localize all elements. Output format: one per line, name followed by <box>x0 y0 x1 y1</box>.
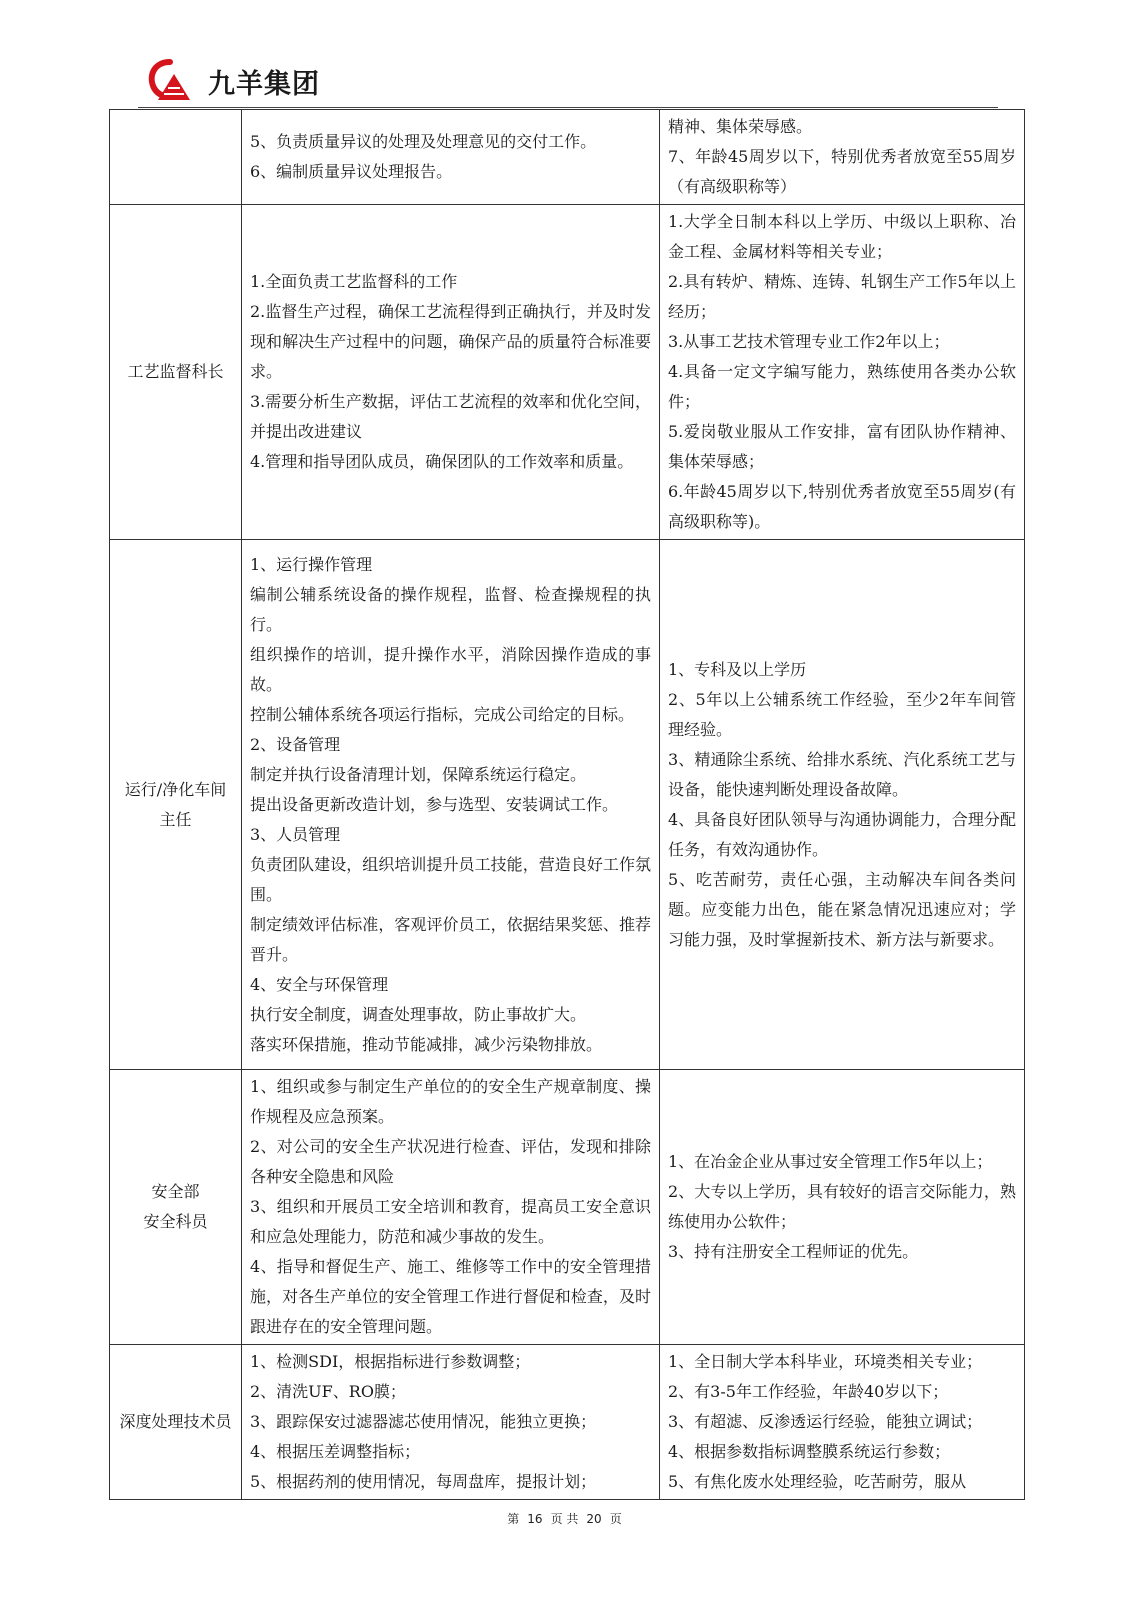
requirement-item: 1.大学全日制本科以上学历、中级以上职称、冶金工程、金属材料等相关专业； <box>668 212 1016 261</box>
requirement-item: 1、专科及以上学历 <box>668 659 807 679</box>
page-footer <box>0 1510 1129 1527</box>
requirements-cell <box>660 1345 1025 1500</box>
duty-item: 4、根据压差调整指标； <box>250 1442 421 1461</box>
duty-item: 控制公辅体系统各项运行指标，完成公司给定的目标。 <box>250 704 635 724</box>
page-suffix: 页 <box>609 1512 622 1526</box>
requirement-item: 2、有3-5年工作经验，年龄40岁以下； <box>668 1382 949 1401</box>
table-row <box>110 1345 1025 1500</box>
page-total: 20 <box>586 1512 602 1526</box>
position-title: 深度处理技术员 <box>119 1412 232 1431</box>
duty-item: 2.监督生产过程，确保工艺流程得到正确执行，并及时发现和解决生产过程中的问题，确保产品的质量符合标准要求。 <box>250 302 651 381</box>
duty-item: 3、人员管理 <box>250 824 341 844</box>
requirement-item: 3、精通除尘系统、给排水系统、汽化系统工艺与设备，能快速判断处理设备故障。 <box>668 749 1016 799</box>
duties-cell <box>242 205 660 540</box>
job-table <box>109 109 1025 1500</box>
duty-item: 组织操作的培训，提升操作水平，消除因操作造成的事故。 <box>250 644 651 694</box>
requirement-item: 1、全日制大学本科毕业，环境类相关专业； <box>668 1352 983 1371</box>
requirement-item: 7、年龄45周岁以下，特别优秀者放宽至55周岁（有高级职称等） <box>668 147 1016 196</box>
position-cell <box>110 540 242 1070</box>
duty-item: 3、组织和开展员工安全培训和教育，提高员工安全意识和应急处理能力，防范和减少事故的发生。 <box>250 1197 651 1246</box>
requirement-item: 5、有焦化废水处理经验，吃苦耐劳，服从 <box>668 1472 967 1491</box>
position-cell <box>110 205 242 540</box>
duty-item: 执行安全制度，调查处理事故，防止事故扩大。 <box>250 1004 587 1024</box>
table-row <box>110 1070 1025 1345</box>
requirement-item: 3、有超滤、反渗透运行经验，能独立调试； <box>668 1412 983 1431</box>
duties-cell <box>242 1070 660 1345</box>
duty-item: 1.全面负责工艺监督科的工作 <box>250 272 458 291</box>
duty-item: 6、编制质量异议处理报告。 <box>250 162 453 181</box>
requirement-item: 5、吃苦耐劳，责任心强，主动解决车间各类问题。应变能力出色，能在紧急情况迅速应对；学习能力强，及时掌握新技术、新方法与新要求。 <box>668 869 1016 949</box>
company-logo-icon <box>144 56 206 106</box>
duty-item: 制定绩效评估标准，客观评价员工，依据结果奖惩、推荐晋升。 <box>250 914 651 964</box>
requirement-item: 5.爱岗敬业服从工作安排，富有团队协作精神、集体荣辱感； <box>668 422 1016 471</box>
requirement-item: 2.具有转炉、精炼、连铸、轧钢生产工作5年以上经历； <box>668 272 1016 321</box>
page-current: 16 <box>527 1512 543 1526</box>
company-name: 九羊集团 <box>208 69 320 100</box>
duty-item: 2、清洗UF、RO膜； <box>250 1382 406 1401</box>
page-mid: 页 共 <box>550 1512 579 1526</box>
page-prefix: 第 <box>507 1512 520 1526</box>
position-title-line: 安全科员 <box>143 1212 208 1231</box>
duty-item: 制定并执行设备清理计划，保障系统运行稳定。 <box>250 764 587 784</box>
requirement-item: 精神、集体荣辱感。 <box>668 117 813 136</box>
duty-item: 提出设备更新改造计划，参与选型、安装调试工作。 <box>250 794 619 814</box>
duty-item: 2、设备管理 <box>250 734 341 754</box>
duty-item: 4.管理和指导团队成员，确保团队的工作效率和质量。 <box>250 452 634 471</box>
requirement-item: 2、5年以上公辅系统工作经验，至少2年车间管理经验。 <box>668 689 1016 739</box>
duties-cell <box>242 540 660 1070</box>
position-cell <box>110 1345 242 1500</box>
requirement-item: 3.从事工艺技术管理专业工作2年以上； <box>668 332 950 351</box>
duty-item: 5、根据药剂的使用情况，每周盘库，提报计划； <box>250 1472 597 1491</box>
table-row <box>110 110 1025 205</box>
duty-item: 1、检测SDI，根据指标进行参数调整； <box>250 1352 531 1371</box>
requirements-cell <box>660 1070 1025 1345</box>
requirement-item: 3、持有注册安全工程师证的优先。 <box>668 1242 919 1261</box>
requirements-cell <box>660 110 1025 205</box>
page-header <box>138 52 998 108</box>
duty-item: 3、跟踪保安过滤器滤芯使用情况，能独立更换； <box>250 1412 597 1431</box>
duties-cell <box>242 110 660 205</box>
header-divider <box>138 107 998 108</box>
duty-item: 编制公辅系统设备的操作规程，监督、检查操规程的执行。 <box>250 584 651 634</box>
duty-item: 3.需要分析生产数据，评估工艺流程的效率和优化空间，并提出改进建议 <box>250 392 651 441</box>
position-title: 工艺监督科长 <box>127 362 224 381</box>
duty-item: 落实环保措施，推动节能减排，减少污染物排放。 <box>250 1034 603 1054</box>
position-cell <box>110 1070 242 1345</box>
requirement-item: 4、根据参数指标调整膜系统运行参数； <box>668 1442 951 1461</box>
duties-cell <box>242 1345 660 1500</box>
duty-item: 1、运行操作管理 <box>250 554 373 574</box>
duty-item: 5、负责质量异议的处理及处理意见的交付工作。 <box>250 132 597 151</box>
duty-item: 4、安全与环保管理 <box>250 974 389 994</box>
requirements-cell <box>660 540 1025 1070</box>
position-title: 运行/净化车间主任 <box>124 779 227 829</box>
requirements-cell <box>660 205 1025 540</box>
duty-item: 4、指导和督促生产、施工、维修等工作中的安全管理措施，对各生产单位的安全管理工作进行督促和检查，及时跟进存在的安全管理问题。 <box>250 1257 651 1336</box>
position-title-line: 安全部 <box>151 1182 200 1201</box>
requirement-item: 6.年龄45周岁以下,特别优秀者放宽至55周岁(有高级职称等)。 <box>668 482 1016 531</box>
duty-item: 2、对公司的安全生产状况进行检查、评估，发现和排除各种安全隐患和风险 <box>250 1137 651 1186</box>
requirement-item: 4.具备一定文字编写能力，熟练使用各类办公软件； <box>668 362 1016 411</box>
requirement-item: 2、大专以上学历，具有较好的语言交际能力，熟练使用办公软件； <box>668 1182 1016 1231</box>
duty-item: 1、组织或参与制定生产单位的的安全生产规章制度、操作规程及应急预案。 <box>250 1077 651 1126</box>
requirement-item: 4、具备良好团队领导与沟通协调能力，合理分配任务，有效沟通协作。 <box>668 809 1016 859</box>
table-row <box>110 540 1025 1070</box>
requirement-item: 1、在冶金企业从事过安全管理工作5年以上； <box>668 1152 993 1171</box>
table-row <box>110 205 1025 540</box>
position-cell <box>110 110 242 205</box>
duty-item: 负责团队建设，组织培训提升员工技能，营造良好工作氛围。 <box>250 854 651 904</box>
